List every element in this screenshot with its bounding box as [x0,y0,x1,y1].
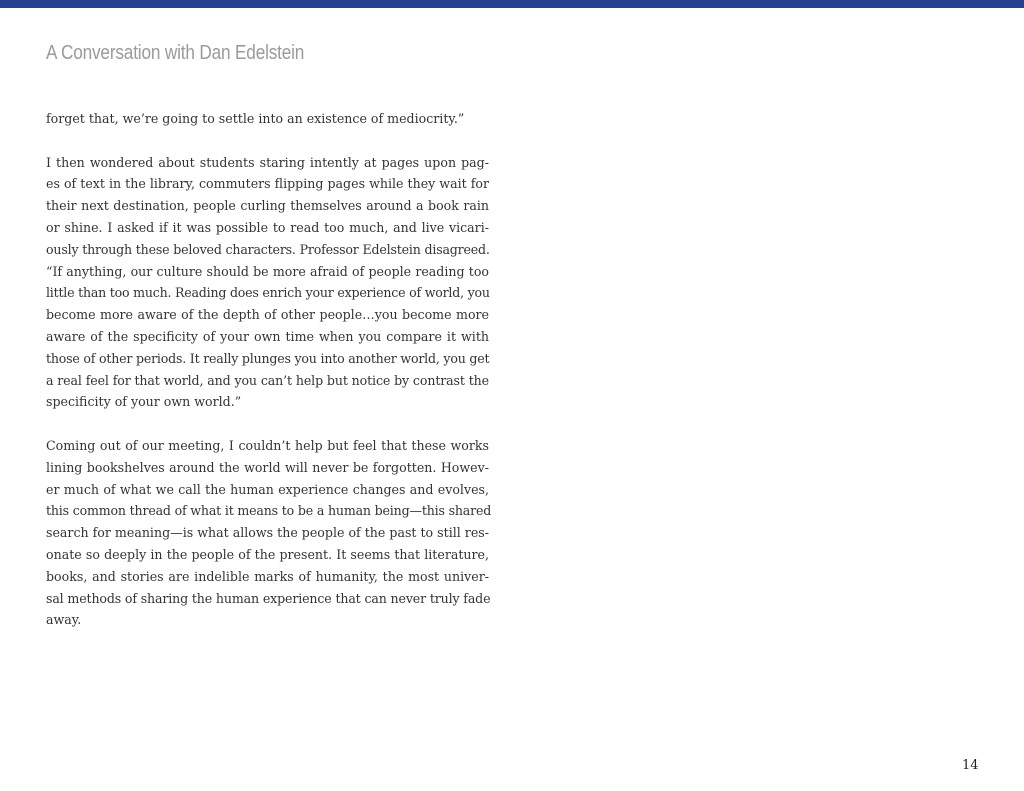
page-number: 14 [962,758,979,773]
text-line: this common thread of what it means to be a human being—this shared [46,503,492,519]
text-line: a real feel for that world, and you can’t help but notice by contrast the [46,372,489,388]
text-line: sal methods of sharing the human experience that can never truly fade [46,590,491,606]
text-line: aware of the specificity of your own time when you compare it with [46,328,489,344]
text-line: Coming out of our meeting, I couldn’t help but feel that these works [46,437,489,453]
paragraph-3 [46,435,492,631]
text-line: become more aware of the depth of other people…you become more [46,307,489,323]
text-line: little than too much. Reading does enrich your experience of world, you [46,285,490,301]
text-line: es of text in the library, commuters flipping pages while they wait for [46,176,489,192]
text-line: er much of what we call the human experience changes and evolves, [46,481,489,497]
running-title: A Conversation with Dan Edelstein [46,42,305,64]
text-line: or shine. I asked if it was possible to read too much, and live vicari- [46,219,489,235]
text-line: I then wondered about students staring intently at pages upon pag- [46,154,489,170]
text-line: their next destination, people curling themselves around a book rain [46,198,489,214]
top-accent-bar [0,0,1024,8]
text-line: onate so deeply in the people of the present. It seems that literature, [46,546,489,562]
text-line: those of other periods. It really plunges you into another world, you get [46,350,490,366]
text-line: specificity of your own world.” [46,394,242,410]
text-line: books, and stories are indelible marks of humanity, the most univer- [46,568,489,584]
text-line: forget that, we’re going to settle into an existence of mediocrity.” [46,111,465,126]
text-line: search for meaning—is what allows the people of the past to still res- [46,525,489,541]
text-line: lining bookshelves around the world will never be forgotten. Howev- [46,459,489,475]
text-line: “If anything, our culture should be more afraid of people reading too [46,263,489,279]
text-line: ously through these beloved characters. Professor Edelstein disagreed. [46,241,490,257]
text-line: away. [46,612,82,628]
paragraph-2 [46,152,489,414]
paragraph-1 [46,108,489,130]
body-text [46,108,492,653]
